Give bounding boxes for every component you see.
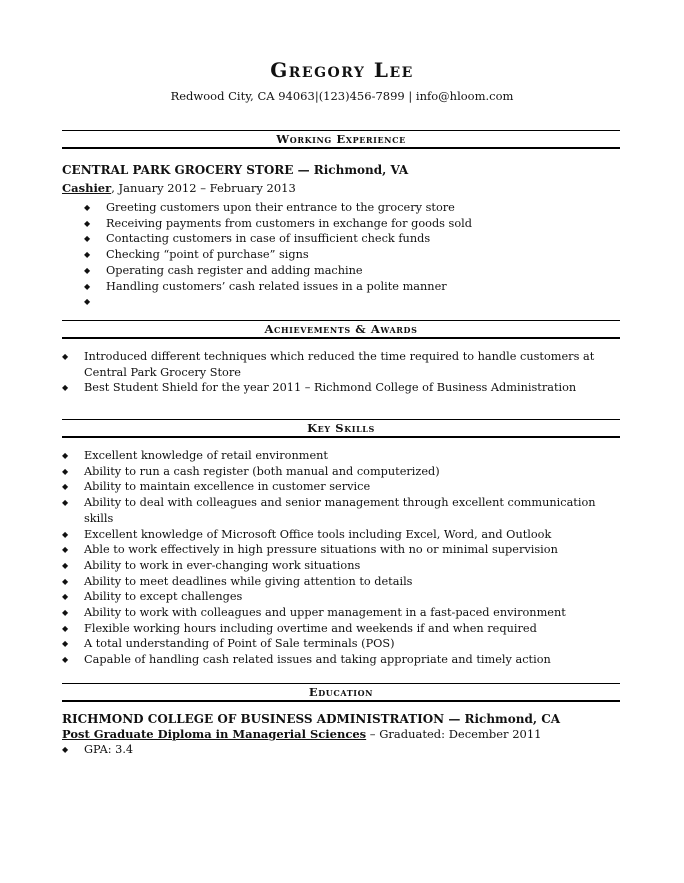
list-item-text: Operating cash register and adding machine	[106, 263, 363, 277]
list-item	[62, 448, 622, 464]
education-bullets	[62, 742, 622, 758]
job-title: Cashier	[62, 181, 112, 195]
list-item	[62, 621, 622, 637]
bullet-diamond-icon: ◆	[84, 297, 91, 307]
bullet-diamond-icon: ◆	[62, 352, 69, 361]
bullet-diamond-icon: ◆	[62, 498, 69, 508]
bullet-diamond-icon: ◆	[84, 234, 91, 244]
section-heading-experience: Working Experience	[62, 130, 620, 149]
bullet-diamond-icon: ◆	[62, 466, 69, 476]
degree-line	[62, 727, 541, 741]
bullet-diamond-icon: ◆	[62, 451, 69, 460]
graduation-date: – Graduated: December 2011	[366, 727, 542, 741]
bullet-diamond-icon: ◆	[84, 281, 91, 291]
bullet-diamond-icon: ◆	[62, 592, 69, 602]
school-name: RICHMOND COLLEGE OF BUSINESS ADMINISTRATION — Richmond, CA	[62, 712, 561, 726]
list-item-text: Ability to meet deadlines while giving attention to details	[84, 574, 413, 588]
list-item	[84, 294, 620, 310]
skills-list	[62, 448, 622, 668]
list-item-text: Handling customers’ cash related issues in a polite manner	[106, 279, 447, 293]
list-item	[62, 542, 622, 558]
list-item	[62, 464, 622, 480]
list-item	[84, 216, 620, 232]
list-item	[84, 231, 620, 247]
list-item-text: Introduced different techniques which reduced the time required to handle customers at Central Park Grocery Store	[84, 350, 595, 379]
list-item	[62, 558, 622, 574]
bullet-diamond-icon: ◆	[62, 655, 69, 665]
list-item	[84, 263, 620, 279]
contact-line: Redwood City, CA 94063|(123)456-7899 | info@hloom.com	[170, 89, 514, 103]
employer-name: CENTRAL PARK GROCERY STORE — Richmond, VA	[62, 163, 409, 177]
bullet-diamond-icon: ◆	[84, 203, 91, 212]
list-item-text: Able to work effectively in high pressure situations with no or minimal supervision	[84, 543, 558, 557]
list-item-text: Ability to run a cash register (both manual and computerized)	[84, 464, 440, 478]
list-item-text: Excellent knowledge of Microsoft Office tools including Excel, Word, and Outlook	[84, 527, 552, 541]
list-item	[62, 479, 622, 495]
list-item	[62, 589, 622, 605]
list-item-text: Flexible working hours including overtime and weekends if and when required	[84, 621, 537, 635]
bullet-diamond-icon: ◆	[62, 576, 69, 586]
list-item	[62, 527, 622, 543]
list-item	[62, 380, 622, 396]
bullet-diamond-icon: ◆	[84, 250, 91, 260]
list-item	[62, 652, 622, 668]
list-item	[62, 495, 622, 526]
list-item-text: Capable of handling cash related issues and taking appropriate and timely action	[84, 653, 551, 667]
bullet-diamond-icon: ◆	[62, 560, 69, 570]
bullet-diamond-icon: ◆	[62, 745, 69, 754]
list-item	[62, 742, 622, 758]
list-item-text: Ability to work in ever-changing work situations	[84, 558, 361, 572]
list-item-text: Best Student Shield for the year 2011 – Richmond College of Business Administration	[84, 381, 577, 395]
list-item-text: Receiving payments from customers in exchange for goods sold	[106, 216, 473, 230]
list-item	[84, 247, 620, 263]
bullet-diamond-icon: ◆	[62, 639, 69, 649]
list-item-text: GPA: 3.4	[84, 743, 134, 756]
list-item	[84, 279, 620, 295]
bullet-diamond-icon: ◆	[62, 482, 69, 492]
bullet-diamond-icon: ◆	[62, 608, 69, 618]
list-item	[62, 349, 622, 380]
section-heading-education: Education	[62, 683, 620, 702]
bullet-diamond-icon: ◆	[84, 218, 91, 228]
section-heading-skills: Key Skills	[62, 419, 620, 438]
list-item	[62, 574, 622, 590]
bullet-diamond-icon: ◆	[62, 529, 69, 539]
list-item-text: Greeting customers upon their entrance to the grocery store	[106, 201, 455, 214]
degree-title: Post Graduate Diploma in Managerial Sciences	[62, 727, 367, 741]
list-item-text: Ability to maintain excellence in customer service	[84, 480, 371, 494]
bullet-diamond-icon: ◆	[62, 383, 69, 393]
list-item-text: Excellent knowledge of retail environment	[84, 449, 328, 462]
list-item	[84, 200, 620, 216]
achievements-list	[62, 349, 622, 396]
list-item-text: A total understanding of Point of Sale terminals (POS)	[84, 637, 395, 651]
list-item	[62, 605, 622, 621]
job-dates: , January 2012 – February 2013	[111, 181, 296, 195]
experience-bullets	[84, 200, 620, 310]
bullet-diamond-icon: ◆	[62, 545, 69, 555]
role-line	[62, 181, 296, 195]
list-item-text: Ability to work with colleagues and upper management in a fast-paced environment	[84, 606, 566, 620]
bullet-diamond-icon: ◆	[84, 265, 91, 275]
list-item-text: Ability to deal with colleagues and senior management through excellent communication skills	[84, 496, 596, 525]
list-item-text: Ability to except challenges	[84, 590, 243, 604]
section-heading-achievements: Achievements & Awards	[62, 320, 620, 339]
list-item-text: Contacting customers in case of insufficient check funds	[106, 232, 431, 246]
list-item-text: Checking “point of purchase” signs	[106, 248, 309, 262]
candidate-name: Gregory Lee	[270, 58, 414, 82]
bullet-diamond-icon: ◆	[62, 623, 69, 633]
list-item	[62, 636, 622, 652]
